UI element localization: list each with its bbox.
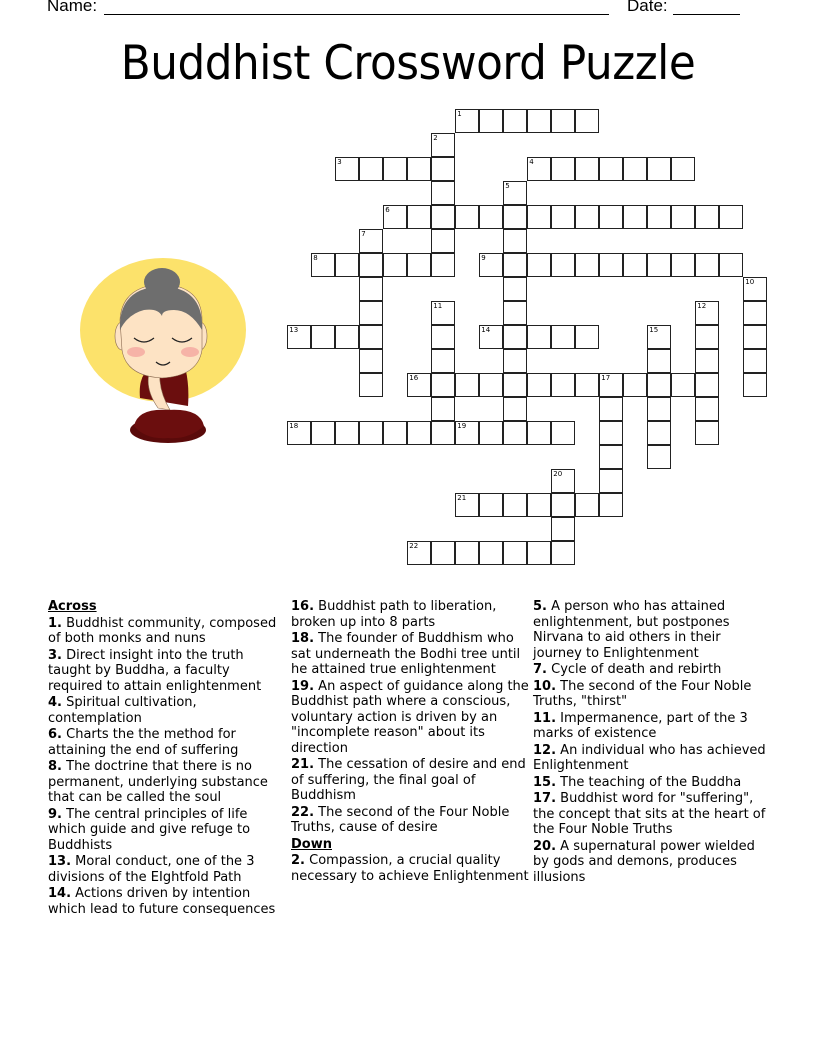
- clue-text: Impermanence, part of the 3 marks of existence: [533, 710, 748, 741]
- crossword-cell[interactable]: [575, 493, 599, 517]
- clue-number: 13.: [48, 854, 72, 869]
- crossword-cell[interactable]: [743, 301, 767, 325]
- clue-text: The doctrine that there is no permanent, underlying substance that can be called the soul: [48, 759, 268, 805]
- crossword-cell[interactable]: [431, 421, 455, 445]
- crossword-cell[interactable]: [503, 109, 527, 133]
- crossword-cell[interactable]: [383, 205, 407, 229]
- crossword-cell[interactable]: [359, 373, 383, 397]
- clue-number: 22.: [291, 804, 315, 820]
- crossword-cell[interactable]: [647, 445, 671, 469]
- crossword-cell[interactable]: [575, 253, 599, 277]
- crossword-cell[interactable]: [647, 205, 671, 229]
- crossword-cell[interactable]: [431, 325, 455, 349]
- crossword-cell[interactable]: [575, 109, 599, 133]
- crossword-cell[interactable]: [455, 421, 479, 445]
- crossword-cell[interactable]: [599, 253, 623, 277]
- clue-text: The second of the Four Noble Truths, cause of desire: [291, 804, 510, 835]
- clue-item: [48, 727, 288, 758]
- crossword-cell[interactable]: [671, 373, 695, 397]
- crossword-cell[interactable]: [359, 349, 383, 373]
- crossword-cell[interactable]: [623, 157, 647, 181]
- clue-number: 14.: [48, 886, 72, 901]
- crossword-cell[interactable]: [383, 253, 407, 277]
- clue-number: 16: [409, 374, 419, 383]
- crossword-cell[interactable]: [479, 205, 503, 229]
- crossword-cell[interactable]: [623, 373, 647, 397]
- clues-column-1: [48, 599, 288, 918]
- crossword-cell[interactable]: [719, 205, 743, 229]
- crossword-cell[interactable]: [455, 493, 479, 517]
- clue-number: 6.: [48, 727, 62, 742]
- crossword-cell[interactable]: [599, 421, 623, 445]
- crossword-cell[interactable]: [431, 397, 455, 421]
- crossword-cell[interactable]: [479, 541, 503, 565]
- crossword-cell[interactable]: [431, 157, 455, 181]
- crossword-cell[interactable]: [503, 397, 527, 421]
- clue-text: A person who has attained enlightenment, but postpones Nirvana to aid others in their journey to Enlightenment: [533, 599, 730, 661]
- crossword-cell[interactable]: [599, 397, 623, 421]
- clue-item: [533, 839, 773, 886]
- crossword-cell[interactable]: [575, 157, 599, 181]
- clue-number: 13: [289, 326, 299, 335]
- crossword-cell[interactable]: [527, 325, 551, 349]
- crossword-cell[interactable]: [719, 253, 743, 277]
- clue-number: 10.: [533, 678, 557, 694]
- crossword-cell[interactable]: [575, 325, 599, 349]
- crossword-cell[interactable]: [695, 349, 719, 373]
- crossword-cell[interactable]: [527, 421, 551, 445]
- crossword-cell[interactable]: [551, 421, 575, 445]
- crossword-cell[interactable]: [431, 541, 455, 565]
- clue-number: 21: [457, 494, 467, 503]
- crossword-cell[interactable]: [527, 205, 551, 229]
- clue-number: 4.: [48, 695, 62, 710]
- crossword-cell[interactable]: [647, 325, 671, 349]
- name-label: Name:: [47, 0, 98, 15]
- crossword-cell[interactable]: [503, 205, 527, 229]
- clue-number: 3: [337, 158, 342, 167]
- clue-number: 20.: [533, 838, 557, 854]
- crossword-cell[interactable]: [599, 469, 623, 493]
- clue-number: 10: [745, 278, 755, 287]
- crossword-cell[interactable]: [527, 109, 551, 133]
- clue-text: The second of the Four Noble Truths, "thirst": [533, 678, 752, 709]
- crossword-cell[interactable]: [551, 517, 575, 541]
- clue-number: 14: [481, 326, 491, 335]
- crossword-cell[interactable]: [647, 349, 671, 373]
- crossword-cell[interactable]: [695, 253, 719, 277]
- clue-text: Compassion, a crucial quality necessary to achieve Enlightenment: [291, 853, 529, 884]
- crossword-cell[interactable]: [431, 133, 455, 157]
- crossword-cell[interactable]: [311, 421, 335, 445]
- crossword-cell[interactable]: [743, 349, 767, 373]
- crossword-cell[interactable]: [335, 421, 359, 445]
- clue-number: 3.: [48, 647, 62, 663]
- crossword-cell[interactable]: [431, 229, 455, 253]
- crossword-cell[interactable]: [359, 229, 383, 253]
- crossword-cell[interactable]: [503, 325, 527, 349]
- crossword-cell[interactable]: [335, 253, 359, 277]
- crossword-cell[interactable]: [551, 205, 575, 229]
- crossword-cell[interactable]: [551, 469, 575, 493]
- crossword-cell[interactable]: [407, 205, 431, 229]
- clue-number: 12: [697, 302, 707, 311]
- crossword-cell[interactable]: [431, 253, 455, 277]
- crossword-cell[interactable]: [671, 157, 695, 181]
- clue-text: Buddhist community, composed of both monks and nuns: [48, 615, 277, 646]
- crossword-cell[interactable]: [551, 541, 575, 565]
- clue-text: Buddhist word for "suffering", the concept that sits at the heart of the Four Noble Truths: [533, 791, 766, 837]
- crossword-cell[interactable]: [479, 421, 503, 445]
- clue-text: Moral conduct, one of the 3 divisions of the EIghtfold Path: [48, 854, 255, 885]
- clue-item: [291, 631, 531, 678]
- crossword-cell[interactable]: [407, 157, 431, 181]
- crossword-cell[interactable]: [527, 157, 551, 181]
- clue-text: Direct insight into the truth taught by Buddha, a faculty required to attain enlightenment: [48, 647, 262, 694]
- clue-number: 11.: [533, 710, 557, 726]
- clue-number: 19: [457, 422, 467, 431]
- crossword-cell[interactable]: [551, 157, 575, 181]
- clue-number: 19.: [291, 678, 315, 694]
- clue-item: [533, 775, 773, 791]
- page-title: Buddhist Crossword Puzzle: [120, 36, 696, 91]
- crossword-cell[interactable]: [623, 253, 647, 277]
- clue-item: [291, 599, 531, 630]
- clue-number: 8.: [48, 759, 62, 774]
- crossword-cell[interactable]: [383, 157, 407, 181]
- crossword-cell[interactable]: [455, 541, 479, 565]
- crossword-cell[interactable]: [479, 373, 503, 397]
- crossword-cell[interactable]: [359, 277, 383, 301]
- crossword-cell[interactable]: [431, 349, 455, 373]
- crossword-cell[interactable]: [455, 205, 479, 229]
- clue-number: 20: [553, 470, 563, 479]
- across-heading: Across: [48, 599, 97, 614]
- clue-text: Cycle of death and rebirth: [551, 662, 722, 677]
- down-heading: Down: [291, 836, 332, 852]
- crossword-cell[interactable]: [503, 181, 527, 205]
- crossword-cell[interactable]: [743, 277, 767, 301]
- clue-number: 17: [601, 374, 611, 383]
- clue-item: [291, 757, 531, 804]
- clue-item: [533, 679, 773, 710]
- crossword-cell[interactable]: [431, 181, 455, 205]
- crossword-cell[interactable]: [671, 205, 695, 229]
- clue-text: The cessation of desire and end of suffering, the final goal of Buddhism: [291, 757, 526, 803]
- clue-text: The teaching of the Buddha: [560, 774, 742, 790]
- clue-text: Spiritual cultivation, contemplation: [48, 695, 197, 726]
- crossword-cell[interactable]: [359, 253, 383, 277]
- crossword-cell[interactable]: [335, 157, 359, 181]
- crossword-cell[interactable]: [359, 301, 383, 325]
- crossword-cell[interactable]: [311, 253, 335, 277]
- crossword-cell[interactable]: [311, 325, 335, 349]
- crossword-cell[interactable]: [599, 157, 623, 181]
- clue-item: [533, 711, 773, 742]
- clues-column-3: [533, 599, 773, 886]
- clue-item: [48, 886, 288, 917]
- meditating-monk-illustration: [78, 258, 248, 448]
- clue-number: 18.: [291, 631, 315, 646]
- crossword-cell[interactable]: [695, 397, 719, 421]
- clue-number: 21.: [291, 757, 315, 772]
- clue-text: Charts the the method for attaining the end of suffering: [48, 727, 239, 758]
- crossword-cell[interactable]: [407, 541, 431, 565]
- crossword-cell[interactable]: [575, 205, 599, 229]
- crossword-cell[interactable]: [479, 493, 503, 517]
- crossword-cell[interactable]: [695, 205, 719, 229]
- crossword-cell[interactable]: [551, 325, 575, 349]
- crossword-cell[interactable]: [695, 421, 719, 445]
- clue-number: 18: [289, 422, 299, 431]
- clue-item: [48, 854, 288, 885]
- crossword-cell[interactable]: [599, 373, 623, 397]
- crossword-cell[interactable]: [551, 109, 575, 133]
- crossword-cell[interactable]: [359, 421, 383, 445]
- crossword-cell[interactable]: [407, 373, 431, 397]
- crossword-cell[interactable]: [455, 109, 479, 133]
- clue-number: 1.: [48, 615, 62, 631]
- crossword-cell[interactable]: [647, 421, 671, 445]
- clue-item: [48, 616, 288, 647]
- crossword-cell[interactable]: [359, 325, 383, 349]
- crossword-cell[interactable]: [527, 373, 551, 397]
- crossword-cell[interactable]: [503, 541, 527, 565]
- clue-number: 15: [649, 326, 659, 335]
- crossword-cell[interactable]: [647, 397, 671, 421]
- crossword-cell[interactable]: [479, 109, 503, 133]
- crossword-cell[interactable]: [527, 253, 551, 277]
- crossword-cell[interactable]: [503, 421, 527, 445]
- date-label: Date:: [627, 0, 668, 15]
- crossword-cell[interactable]: [503, 301, 527, 325]
- crossword-cell[interactable]: [695, 325, 719, 349]
- crossword-cell[interactable]: [407, 421, 431, 445]
- clue-number: 12.: [533, 742, 557, 758]
- clue-item: [48, 695, 288, 726]
- crossword-cell[interactable]: [671, 253, 695, 277]
- crossword-cell[interactable]: [695, 301, 719, 325]
- clue-text: The central principles of life which guide and give refuge to Buddhists: [48, 806, 251, 853]
- clue-item: [533, 662, 773, 678]
- clue-number: 2: [433, 134, 438, 143]
- clue-number: 8: [313, 254, 318, 263]
- clue-item: [48, 648, 288, 695]
- clue-text: Buddhist path to liberation, broken up into 8 parts: [291, 599, 497, 630]
- crossword-cell[interactable]: [383, 421, 407, 445]
- crossword-cell[interactable]: [431, 301, 455, 325]
- crossword-cell[interactable]: [743, 373, 767, 397]
- crossword-cell[interactable]: [599, 493, 623, 517]
- clue-item: [533, 743, 773, 774]
- clue-number: 6: [385, 206, 390, 215]
- crossword-cell[interactable]: [503, 253, 527, 277]
- clue-number: 7: [361, 230, 366, 239]
- clue-number: 9.: [48, 806, 62, 822]
- crossword-cell[interactable]: [695, 373, 719, 397]
- clue-number: 11: [433, 302, 443, 311]
- crossword-cell[interactable]: [503, 349, 527, 373]
- clue-text: Actions driven by intention which lead to future consequences: [48, 886, 276, 917]
- clue-number: 22: [409, 542, 419, 551]
- clue-number: 4: [529, 158, 534, 167]
- clue-text: The founder of Buddhism who sat underneath the Bodhi tree until he attained true enlightenment: [291, 631, 521, 677]
- clue-number: 15.: [533, 774, 557, 790]
- clue-item: [48, 807, 288, 854]
- crossword-cell[interactable]: [551, 493, 575, 517]
- crossword-cell[interactable]: [479, 325, 503, 349]
- crossword-cell[interactable]: [503, 229, 527, 253]
- crossword-cell[interactable]: [407, 253, 431, 277]
- clue-item: [291, 805, 531, 836]
- clue-text: A supernatural power wielded by gods and demons, produces illusions: [533, 838, 755, 885]
- crossword-cell[interactable]: [599, 445, 623, 469]
- crossword-cell[interactable]: [503, 373, 527, 397]
- crossword-cell[interactable]: [575, 373, 599, 397]
- crossword-cell[interactable]: [359, 157, 383, 181]
- crossword-cell[interactable]: [287, 325, 311, 349]
- crossword-cell[interactable]: [431, 205, 455, 229]
- clue-item: [291, 853, 531, 884]
- clue-number: 7.: [533, 662, 547, 677]
- clue-number: 5.: [533, 599, 547, 614]
- crossword-cell[interactable]: [647, 157, 671, 181]
- crossword-cell[interactable]: [527, 493, 551, 517]
- crossword-cell[interactable]: [623, 205, 647, 229]
- crossword-cell[interactable]: [647, 373, 671, 397]
- crossword-cell[interactable]: [335, 325, 359, 349]
- monk-icon: [78, 258, 248, 448]
- crossword-cell[interactable]: [287, 421, 311, 445]
- clue-text: An aspect of guidance along the Buddhist path where a conscious, voluntary action is driven by an "incomplete reason" about its direction: [291, 678, 529, 756]
- clue-item: [533, 599, 773, 661]
- clue-number: 2.: [291, 853, 305, 868]
- clue-number: 1: [457, 110, 462, 119]
- clue-text: An individual who has achieved Enlightenment: [533, 742, 766, 773]
- crossword-cell[interactable]: [503, 277, 527, 301]
- clue-item: [291, 679, 531, 757]
- crossword-cell[interactable]: [599, 205, 623, 229]
- crossword-cell[interactable]: [455, 373, 479, 397]
- clue-item: [48, 759, 288, 806]
- clue-number: 16.: [291, 599, 315, 614]
- crossword-cell[interactable]: [431, 373, 455, 397]
- clues-column-2: [291, 599, 531, 885]
- crossword-cell[interactable]: [647, 253, 671, 277]
- crossword-cell[interactable]: [527, 541, 551, 565]
- clue-number: 9: [481, 254, 486, 263]
- crossword-cell[interactable]: [743, 325, 767, 349]
- crossword-cell[interactable]: [479, 253, 503, 277]
- crossword-cell[interactable]: [551, 253, 575, 277]
- crossword-cell[interactable]: [551, 373, 575, 397]
- clue-number: 17.: [533, 791, 557, 806]
- clue-number: 5: [505, 182, 510, 191]
- crossword-cell[interactable]: [503, 493, 527, 517]
- clue-item: [533, 791, 773, 838]
